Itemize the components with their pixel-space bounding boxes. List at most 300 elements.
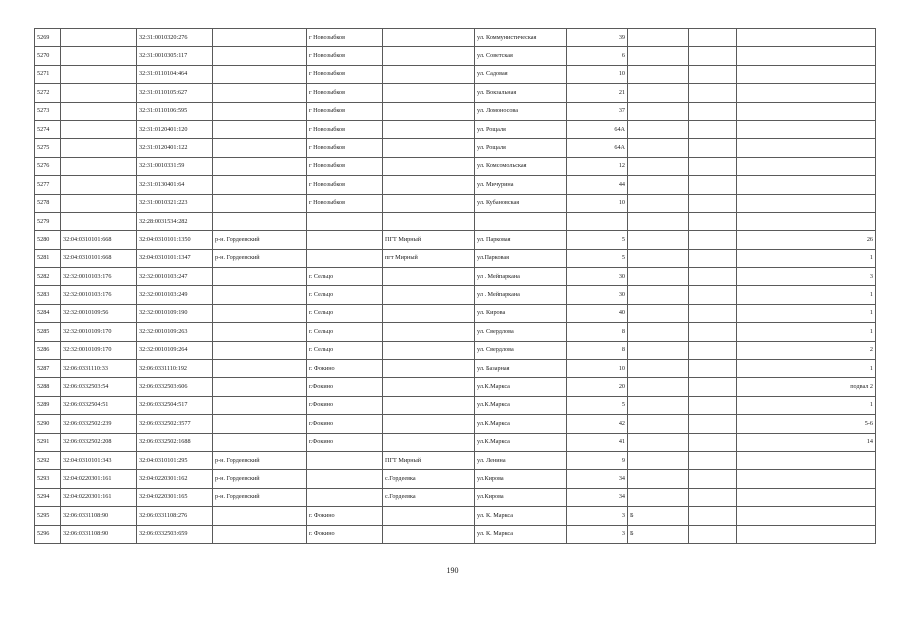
cell-district	[213, 212, 307, 230]
cell-settlement	[383, 120, 475, 138]
cell-building	[689, 451, 737, 469]
cell-record-number: 5281	[35, 249, 61, 267]
cell-city: г Новозыбков	[307, 29, 383, 47]
cell-settlement: с.Гордеевка	[383, 470, 475, 488]
cell-cadastral-number: 32:31:0010320:276	[137, 29, 213, 47]
cell-house-number: 20	[567, 378, 628, 396]
cell-parent-cadastral-number	[61, 29, 137, 47]
cell-litera: Б	[628, 507, 689, 525]
cell-record-number: 5286	[35, 341, 61, 359]
cell-city: г. Фокино	[307, 525, 383, 543]
cell-building	[689, 194, 737, 212]
cell-building	[689, 470, 737, 488]
cell-apartment	[737, 65, 876, 83]
cell-street: ул.К.Маркса	[475, 396, 567, 414]
cell-cadastral-number: 32:04:0220301:165	[137, 488, 213, 506]
cell-apartment	[737, 84, 876, 102]
cell-city: г Новозыбков	[307, 194, 383, 212]
cell-litera	[628, 415, 689, 433]
table-row	[35, 341, 876, 359]
cell-settlement: ПГТ Мирный	[383, 231, 475, 249]
table-row	[35, 507, 876, 525]
table-row	[35, 525, 876, 543]
cell-cadastral-number: 32:31:0130401:64	[137, 176, 213, 194]
cell-parent-cadastral-number: 32:06:0331108:90	[61, 507, 137, 525]
cell-settlement	[383, 378, 475, 396]
cell-parent-cadastral-number	[61, 212, 137, 230]
cell-parent-cadastral-number: 32:06:0332502:208	[61, 433, 137, 451]
cell-record-number: 5283	[35, 286, 61, 304]
cell-settlement	[383, 341, 475, 359]
cell-record-number: 5269	[35, 29, 61, 47]
cell-cadastral-number: 32:31:0010321:223	[137, 194, 213, 212]
cell-parent-cadastral-number	[61, 194, 137, 212]
cell-district	[213, 84, 307, 102]
cell-house-number: 41	[567, 433, 628, 451]
cell-city	[307, 231, 383, 249]
cell-settlement: пгт Мирный	[383, 249, 475, 267]
cell-building	[689, 323, 737, 341]
cell-cadastral-number: 32:06:0332504:517	[137, 396, 213, 414]
cell-settlement	[383, 47, 475, 65]
cell-street: ул.Кирова	[475, 470, 567, 488]
cell-cadastral-number: 32:31:0010331:59	[137, 157, 213, 175]
cell-house-number: 30	[567, 268, 628, 286]
cell-record-number: 5272	[35, 84, 61, 102]
cell-building	[689, 507, 737, 525]
table-row	[35, 139, 876, 157]
registry-rows	[35, 29, 876, 544]
cell-district	[213, 102, 307, 120]
cell-cadastral-number: 32:04:0220301:162	[137, 470, 213, 488]
cell-cadastral-number: 32:06:0331108:276	[137, 507, 213, 525]
cell-house-number: 8	[567, 323, 628, 341]
cell-apartment	[737, 120, 876, 138]
cell-parent-cadastral-number: 32:32:0010103:176	[61, 268, 137, 286]
cell-street: ул.К.Маркса	[475, 415, 567, 433]
cell-street: ул.Парковая	[475, 249, 567, 267]
cell-city: г. Сельцо	[307, 323, 383, 341]
cell-house-number: 34	[567, 488, 628, 506]
cell-record-number: 5285	[35, 323, 61, 341]
cell-settlement	[383, 323, 475, 341]
cell-city: г Новозыбков	[307, 176, 383, 194]
cell-building	[689, 212, 737, 230]
cell-building	[689, 139, 737, 157]
cell-record-number: 5278	[35, 194, 61, 212]
cell-street: ул . Мейпаркана	[475, 268, 567, 286]
cell-building	[689, 286, 737, 304]
cell-house-number: 30	[567, 286, 628, 304]
cell-house-number: 34	[567, 470, 628, 488]
cell-litera: Б	[628, 525, 689, 543]
cell-apartment: подвал 2	[737, 378, 876, 396]
cell-parent-cadastral-number: 32:04:0220301:161	[61, 470, 137, 488]
cell-building	[689, 157, 737, 175]
cell-litera	[628, 451, 689, 469]
cell-litera	[628, 194, 689, 212]
cell-apartment	[737, 525, 876, 543]
cell-house-number	[567, 212, 628, 230]
cell-building	[689, 396, 737, 414]
cell-parent-cadastral-number: 32:04:0310101:668	[61, 249, 137, 267]
cell-district: р-н. Гордеевский	[213, 451, 307, 469]
cell-apartment: 5-6	[737, 415, 876, 433]
cell-litera	[628, 65, 689, 83]
cell-record-number: 5287	[35, 360, 61, 378]
cell-record-number: 5274	[35, 120, 61, 138]
cell-street: ул. Рощаля	[475, 120, 567, 138]
cell-street: ул. Коммунистическая	[475, 29, 567, 47]
cell-record-number: 5282	[35, 268, 61, 286]
cell-litera	[628, 286, 689, 304]
cell-house-number: 40	[567, 304, 628, 322]
cell-parent-cadastral-number	[61, 47, 137, 65]
cell-apartment	[737, 470, 876, 488]
cell-district	[213, 286, 307, 304]
cell-apartment: 2	[737, 341, 876, 359]
cell-cadastral-number: 32:28:0031534:282	[137, 212, 213, 230]
cell-city: г Новозыбков	[307, 84, 383, 102]
cell-house-number: 3	[567, 507, 628, 525]
cell-apartment: 1	[737, 396, 876, 414]
cell-house-number: 10	[567, 194, 628, 212]
table-row	[35, 231, 876, 249]
cell-settlement	[383, 360, 475, 378]
cell-settlement	[383, 268, 475, 286]
cell-street: ул. Рощаля	[475, 139, 567, 157]
cell-record-number: 5271	[35, 65, 61, 83]
cell-cadastral-number: 32:06:0332502:3577	[137, 415, 213, 433]
cell-litera	[628, 120, 689, 138]
cell-settlement	[383, 286, 475, 304]
cell-building	[689, 378, 737, 396]
cell-house-number: 5	[567, 249, 628, 267]
cell-street: ул. К. Маркса	[475, 525, 567, 543]
cell-street: ул. Садовая	[475, 65, 567, 83]
cell-record-number: 5284	[35, 304, 61, 322]
cell-settlement	[383, 525, 475, 543]
cell-litera	[628, 157, 689, 175]
cell-settlement	[383, 65, 475, 83]
table-row	[35, 323, 876, 341]
cell-building	[689, 304, 737, 322]
cell-litera	[628, 176, 689, 194]
cell-building	[689, 433, 737, 451]
cell-building	[689, 102, 737, 120]
cell-district	[213, 47, 307, 65]
cell-litera	[628, 102, 689, 120]
cell-record-number: 5277	[35, 176, 61, 194]
table-row	[35, 396, 876, 414]
cell-city: г. Сельцо	[307, 341, 383, 359]
cell-city: г. Сельцо	[307, 268, 383, 286]
cell-building	[689, 341, 737, 359]
cell-building	[689, 268, 737, 286]
cell-apartment	[737, 194, 876, 212]
table-row	[35, 433, 876, 451]
cell-parent-cadastral-number: 32:04:0310101:668	[61, 231, 137, 249]
cell-apartment	[737, 29, 876, 47]
table-row	[35, 65, 876, 83]
cell-parent-cadastral-number: 32:06:0331110:33	[61, 360, 137, 378]
cell-district	[213, 29, 307, 47]
cell-city	[307, 451, 383, 469]
cell-record-number: 5296	[35, 525, 61, 543]
cell-house-number: 3	[567, 525, 628, 543]
cell-city: г Новозыбков	[307, 139, 383, 157]
cell-litera	[628, 47, 689, 65]
table-row	[35, 176, 876, 194]
cell-parent-cadastral-number	[61, 120, 137, 138]
cell-house-number: 42	[567, 415, 628, 433]
cell-apartment	[737, 157, 876, 175]
cell-apartment	[737, 47, 876, 65]
cell-apartment: 1	[737, 360, 876, 378]
cell-district	[213, 378, 307, 396]
cell-cadastral-number: 32:32:0010103:249	[137, 286, 213, 304]
cell-district	[213, 433, 307, 451]
cell-house-number: 44	[567, 176, 628, 194]
cell-city: г.Фокино	[307, 415, 383, 433]
cell-street: ул. Свердлова	[475, 341, 567, 359]
cell-parent-cadastral-number: 32:06:0332504:51	[61, 396, 137, 414]
cell-apartment	[737, 451, 876, 469]
cell-city	[307, 470, 383, 488]
cell-district	[213, 139, 307, 157]
cell-house-number: 10	[567, 65, 628, 83]
cell-settlement	[383, 29, 475, 47]
cell-parent-cadastral-number: 32:04:0310101:343	[61, 451, 137, 469]
cell-district	[213, 194, 307, 212]
cell-building	[689, 84, 737, 102]
cell-settlement	[383, 176, 475, 194]
cell-street	[475, 212, 567, 230]
cell-street: ул. Ленина	[475, 451, 567, 469]
cell-cadastral-number: 32:31:0110105:627	[137, 84, 213, 102]
cell-district	[213, 176, 307, 194]
cell-parent-cadastral-number: 32:32:0010109:170	[61, 341, 137, 359]
cell-district	[213, 415, 307, 433]
cell-city: г. Фокино	[307, 360, 383, 378]
cell-apartment: 3	[737, 268, 876, 286]
cell-litera	[628, 341, 689, 359]
table-row	[35, 157, 876, 175]
cell-settlement	[383, 396, 475, 414]
cell-cadastral-number: 32:06:0332503:606	[137, 378, 213, 396]
table-row	[35, 249, 876, 267]
cell-city: г.Фокино	[307, 433, 383, 451]
cell-house-number: 5	[567, 396, 628, 414]
table-row	[35, 286, 876, 304]
cell-apartment	[737, 176, 876, 194]
cell-parent-cadastral-number	[61, 84, 137, 102]
cell-parent-cadastral-number: 32:06:0332503:54	[61, 378, 137, 396]
cell-apartment: 14	[737, 433, 876, 451]
cell-district	[213, 525, 307, 543]
cell-litera	[628, 231, 689, 249]
cell-building	[689, 360, 737, 378]
cell-street: ул. Вокзальная	[475, 84, 567, 102]
cell-settlement	[383, 102, 475, 120]
cell-litera	[628, 378, 689, 396]
cell-cadastral-number: 32:04:0310101:1350	[137, 231, 213, 249]
cell-apartment: 1	[737, 304, 876, 322]
cell-house-number: 5	[567, 231, 628, 249]
cell-litera	[628, 268, 689, 286]
cell-litera	[628, 433, 689, 451]
cell-district: р-н. Гордеевский	[213, 231, 307, 249]
table-row	[35, 470, 876, 488]
cell-city: г Новозыбков	[307, 157, 383, 175]
cell-city: г.Фокино	[307, 396, 383, 414]
table-row	[35, 212, 876, 230]
cell-apartment: 1	[737, 323, 876, 341]
cell-district: р-н. Гордеевский	[213, 249, 307, 267]
cell-street: ул. Свердлова	[475, 323, 567, 341]
cell-settlement	[383, 194, 475, 212]
cell-settlement	[383, 212, 475, 230]
cell-building	[689, 47, 737, 65]
table-row	[35, 102, 876, 120]
cell-street: ул. Советская	[475, 47, 567, 65]
cell-record-number: 5270	[35, 47, 61, 65]
cell-litera	[628, 212, 689, 230]
cell-house-number: 10	[567, 360, 628, 378]
cell-apartment: 26	[737, 231, 876, 249]
cell-parent-cadastral-number	[61, 176, 137, 194]
cell-city: г.Фокино	[307, 378, 383, 396]
cell-house-number: 8	[567, 341, 628, 359]
cell-litera	[628, 29, 689, 47]
cell-street: ул. Парковая	[475, 231, 567, 249]
cell-street: ул. Кубановская	[475, 194, 567, 212]
cell-street: ул. Мичурина	[475, 176, 567, 194]
registry-sheet	[34, 28, 875, 544]
cell-house-number: 64А	[567, 120, 628, 138]
cell-litera	[628, 396, 689, 414]
cell-cadastral-number: 32:31:0120401:122	[137, 139, 213, 157]
cell-building	[689, 249, 737, 267]
cell-building	[689, 65, 737, 83]
cell-cadastral-number: 32:32:0010109:264	[137, 341, 213, 359]
cell-city: г Новозыбков	[307, 65, 383, 83]
page-number: 190	[446, 566, 459, 575]
cell-house-number: 12	[567, 157, 628, 175]
cell-parent-cadastral-number: 32:32:0010109:56	[61, 304, 137, 322]
cell-cadastral-number: 32:06:0332503:659	[137, 525, 213, 543]
cell-cadastral-number: 32:06:0332502:1688	[137, 433, 213, 451]
table-row	[35, 415, 876, 433]
cell-cadastral-number: 32:32:0010103:247	[137, 268, 213, 286]
cell-district	[213, 360, 307, 378]
cell-building	[689, 29, 737, 47]
cell-parent-cadastral-number: 32:04:0220301:161	[61, 488, 137, 506]
cell-street: ул. Кирова	[475, 304, 567, 322]
cell-city	[307, 488, 383, 506]
cell-parent-cadastral-number: 32:06:0332502:239	[61, 415, 137, 433]
cell-record-number: 5289	[35, 396, 61, 414]
cell-record-number: 5280	[35, 231, 61, 249]
cell-street: ул . Мейпаркана	[475, 286, 567, 304]
cell-building	[689, 120, 737, 138]
cell-parent-cadastral-number: 32:32:0010109:170	[61, 323, 137, 341]
cell-cadastral-number: 32:31:0110106:595	[137, 102, 213, 120]
cell-litera	[628, 470, 689, 488]
cell-district	[213, 65, 307, 83]
cell-building	[689, 176, 737, 194]
cell-cadastral-number: 32:31:0110104:464	[137, 65, 213, 83]
cell-parent-cadastral-number	[61, 65, 137, 83]
cell-street: ул.К.Маркса	[475, 378, 567, 396]
cell-district	[213, 323, 307, 341]
cell-city: г. Фокино	[307, 507, 383, 525]
cell-city: г Новозыбков	[307, 102, 383, 120]
cell-building	[689, 488, 737, 506]
cell-house-number: 6	[567, 47, 628, 65]
cell-record-number: 5276	[35, 157, 61, 175]
cell-apartment: 1	[737, 249, 876, 267]
cell-house-number: 9	[567, 451, 628, 469]
cell-parent-cadastral-number	[61, 102, 137, 120]
table-row	[35, 29, 876, 47]
cell-street: ул. К. Маркса	[475, 507, 567, 525]
cell-settlement	[383, 139, 475, 157]
table-row	[35, 378, 876, 396]
cell-settlement: с.Гордеевка	[383, 488, 475, 506]
table-row	[35, 194, 876, 212]
registry-table	[34, 28, 876, 544]
cell-district	[213, 507, 307, 525]
cell-parent-cadastral-number	[61, 157, 137, 175]
cell-street: ул. Ломоносова	[475, 102, 567, 120]
cell-record-number: 5273	[35, 102, 61, 120]
cell-house-number: 37	[567, 102, 628, 120]
cell-litera	[628, 249, 689, 267]
cell-city: г Новозыбков	[307, 47, 383, 65]
cell-cadastral-number: 32:31:0120401:120	[137, 120, 213, 138]
cell-parent-cadastral-number	[61, 139, 137, 157]
cell-city	[307, 212, 383, 230]
table-row	[35, 360, 876, 378]
cell-apartment	[737, 507, 876, 525]
cell-settlement	[383, 157, 475, 175]
cell-apartment	[737, 102, 876, 120]
cell-street: ул. Базарная	[475, 360, 567, 378]
cell-cadastral-number: 32:04:0310101:1347	[137, 249, 213, 267]
cell-settlement	[383, 507, 475, 525]
cell-district: р-н. Гордеевский	[213, 488, 307, 506]
cell-district	[213, 396, 307, 414]
cell-city: г Новозыбков	[307, 120, 383, 138]
cell-house-number: 39	[567, 29, 628, 47]
cell-apartment: 1	[737, 286, 876, 304]
cell-record-number: 5279	[35, 212, 61, 230]
cell-record-number: 5292	[35, 451, 61, 469]
cell-record-number: 5293	[35, 470, 61, 488]
table-row	[35, 47, 876, 65]
cell-cadastral-number: 32:04:0310101:295	[137, 451, 213, 469]
cell-settlement	[383, 304, 475, 322]
cell-settlement	[383, 415, 475, 433]
cell-settlement	[383, 433, 475, 451]
cell-litera	[628, 360, 689, 378]
cell-record-number: 5295	[35, 507, 61, 525]
cell-settlement: ПГТ Мирный	[383, 451, 475, 469]
table-row	[35, 268, 876, 286]
cell-parent-cadastral-number: 32:06:0331108:90	[61, 525, 137, 543]
cell-cadastral-number: 32:32:0010109:190	[137, 304, 213, 322]
